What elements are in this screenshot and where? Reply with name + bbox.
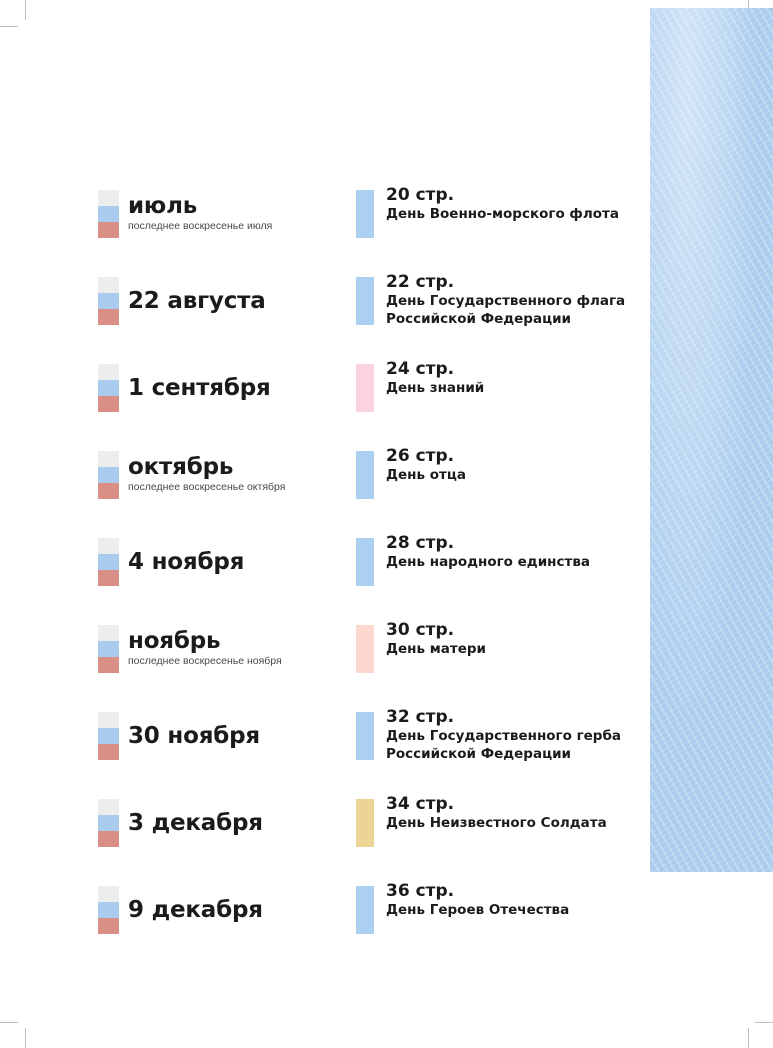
holiday-date: 30 ноября	[128, 723, 260, 749]
holiday-date: 22 августа	[128, 288, 266, 314]
holiday-row	[0, 185, 650, 250]
flag-red-stripe	[98, 309, 119, 325]
crop-mark	[25, 0, 26, 20]
holiday-date: 4 ноября	[128, 549, 245, 575]
holiday-row	[0, 359, 650, 424]
holiday-title: День Героев Отечества	[386, 902, 570, 918]
flag-blue-stripe	[98, 815, 119, 831]
flag-blue-stripe	[98, 728, 119, 744]
flag-red-stripe	[98, 918, 119, 934]
flag-white-stripe	[98, 364, 119, 380]
holiday-date: 9 декабря	[128, 897, 263, 923]
flag-blue-stripe	[98, 293, 119, 309]
crop-mark	[0, 1022, 18, 1023]
flag-white-stripe	[98, 886, 119, 902]
tricolor-flag-icon	[98, 451, 119, 499]
holiday-row	[0, 881, 650, 946]
holiday-date: ноябрь	[128, 628, 221, 654]
color-bar	[356, 625, 374, 673]
holiday-date-note: последнее воскресенье ноября	[128, 655, 282, 667]
flag-white-stripe	[98, 451, 119, 467]
tricolor-flag-icon	[98, 712, 119, 760]
tricolor-flag-icon	[98, 538, 119, 586]
color-bar	[356, 799, 374, 847]
page-number: 34 стр.	[386, 794, 455, 814]
flag-red-stripe	[98, 222, 119, 238]
flag-white-stripe	[98, 799, 119, 815]
tricolor-flag-icon	[98, 799, 119, 847]
holiday-date-note: последнее воскресенье июля	[128, 220, 273, 232]
flag-white-stripe	[98, 190, 119, 206]
page-number: 28 стр.	[386, 533, 455, 553]
crop-mark	[0, 26, 18, 27]
holiday-date: 3 декабря	[128, 810, 263, 836]
page-number: 36 стр.	[386, 881, 455, 901]
holiday-date: 1 сентября	[128, 375, 271, 401]
flag-blue-stripe	[98, 467, 119, 483]
flag-white-stripe	[98, 712, 119, 728]
flag-blue-stripe	[98, 641, 119, 657]
holiday-title: День отца	[386, 467, 466, 483]
color-bar	[356, 190, 374, 238]
color-bar	[356, 538, 374, 586]
crop-mark	[748, 0, 749, 8]
flag-red-stripe	[98, 831, 119, 847]
page-number: 24 стр.	[386, 359, 455, 379]
page-number: 20 стр.	[386, 185, 455, 205]
color-bar	[356, 277, 374, 325]
holiday-row	[0, 533, 650, 598]
flag-red-stripe	[98, 657, 119, 673]
page-number: 22 стр.	[386, 272, 455, 292]
flag-white-stripe	[98, 538, 119, 554]
crop-mark	[755, 1022, 773, 1023]
crop-mark	[25, 1028, 26, 1048]
tricolor-flag-icon	[98, 190, 119, 238]
holiday-title: День матери	[386, 641, 486, 657]
page-number: 26 стр.	[386, 446, 455, 466]
flag-red-stripe	[98, 744, 119, 760]
holiday-title: День Военно-морского флота	[386, 206, 619, 222]
holiday-date: октябрь	[128, 454, 234, 480]
holiday-title: День Государственного герба Российской Федерации	[386, 728, 621, 762]
crop-mark	[748, 1028, 749, 1048]
holiday-date: июль	[128, 193, 198, 219]
tricolor-flag-icon	[98, 625, 119, 673]
holiday-row	[0, 446, 650, 511]
color-bar	[356, 451, 374, 499]
page-number: 32 стр.	[386, 707, 455, 727]
flag-white-stripe	[98, 277, 119, 293]
holiday-title: День Неизвестного Солдата	[386, 815, 607, 831]
holiday-row	[0, 272, 650, 337]
flag-white-stripe	[98, 625, 119, 641]
flag-blue-stripe	[98, 902, 119, 918]
decorative-side-band	[650, 8, 773, 872]
tricolor-flag-icon	[98, 364, 119, 412]
holiday-row	[0, 794, 650, 859]
color-bar	[356, 712, 374, 760]
page-number: 30 стр.	[386, 620, 455, 640]
flag-red-stripe	[98, 570, 119, 586]
flag-red-stripe	[98, 483, 119, 499]
flag-blue-stripe	[98, 380, 119, 396]
color-bar	[356, 364, 374, 412]
tricolor-flag-icon	[98, 277, 119, 325]
flag-red-stripe	[98, 396, 119, 412]
flag-blue-stripe	[98, 206, 119, 222]
holiday-title: День народного единства	[386, 554, 590, 570]
flag-blue-stripe	[98, 554, 119, 570]
holiday-row	[0, 707, 650, 772]
holiday-date-note: последнее воскресенье октября	[128, 481, 286, 493]
tricolor-flag-icon	[98, 886, 119, 934]
holiday-row	[0, 620, 650, 685]
holiday-title: День знаний	[386, 380, 485, 396]
color-bar	[356, 886, 374, 934]
holiday-title: День Государственного флага Российской Федерации	[386, 293, 626, 327]
